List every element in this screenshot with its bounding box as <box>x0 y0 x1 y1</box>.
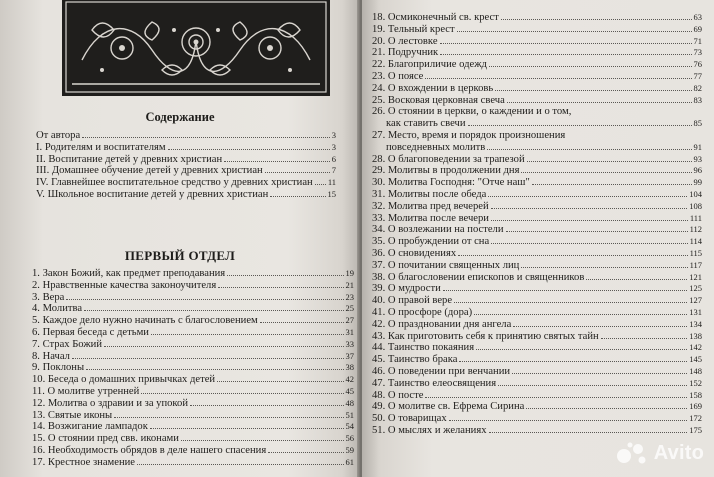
entry-page: 121 <box>689 271 702 282</box>
entry-title: 28. О благоповедении за трапезой <box>372 153 525 165</box>
entry-title: 45. Таинство брака <box>372 354 458 366</box>
leader-dots <box>474 313 687 315</box>
toc-entry <box>36 189 336 201</box>
leader-dots <box>491 242 687 244</box>
entry-title: 5. Каждое дело нужно начинать с благословением <box>32 315 258 327</box>
leader-dots <box>487 148 691 150</box>
leader-dots <box>86 368 343 370</box>
entry-title: От автора <box>36 130 81 141</box>
entry-page: 15 <box>327 188 336 199</box>
entry-title: 44. Таинство покаяния <box>372 342 475 354</box>
entry-page: 42 <box>345 374 354 385</box>
toc-entry <box>372 177 702 189</box>
toc-entry <box>372 12 702 24</box>
entry-page: 117 <box>689 259 702 270</box>
entry-title: 9. Поклоны <box>32 362 85 374</box>
leader-dots <box>190 404 343 406</box>
leader-dots <box>268 451 343 453</box>
entry-page: 21 <box>345 279 354 290</box>
entry-page: 23 <box>345 291 354 302</box>
entry-page: 69 <box>693 23 702 34</box>
leader-dots <box>489 431 688 433</box>
entry-title: 41. О просфоре (дора) <box>372 306 473 318</box>
entry-title: 40. О правой вере <box>372 295 453 307</box>
right-page <box>362 0 714 477</box>
entry-title: 6. Первая беседа с детьми <box>32 326 149 338</box>
leader-dots <box>218 286 343 288</box>
entry-title: 34. О возлежании на постели <box>372 224 504 236</box>
toc-entry <box>36 142 336 154</box>
leader-dots <box>440 42 692 44</box>
leader-dots <box>527 160 692 162</box>
entry-page: 134 <box>689 318 702 329</box>
leader-dots <box>459 360 687 362</box>
entry-title: 48. О посте <box>372 389 424 401</box>
entry-title: 31. Молитвы после обеда <box>372 188 487 200</box>
toc-entry <box>32 351 354 363</box>
entry-page: 37 <box>345 350 354 361</box>
entry-page: 145 <box>689 354 702 365</box>
leader-dots <box>513 325 687 327</box>
toc-entry <box>372 71 702 83</box>
entry-title: 8. Начал <box>32 350 70 362</box>
leader-dots <box>224 160 330 162</box>
entry-title: I. Родителям и воспитателям <box>36 141 166 153</box>
entry-title: IV. Главнейшее воспитательное средство у древних христиан <box>36 177 313 189</box>
entry-title: II. Воспитание детей у древних христиан <box>36 153 223 165</box>
toc-entry <box>372 260 702 272</box>
leader-dots <box>526 407 687 409</box>
leader-dots <box>449 419 688 421</box>
entry-page: 19 <box>345 268 354 278</box>
toc-entry <box>32 327 354 339</box>
leader-dots <box>114 416 343 418</box>
entry-title: 36. О сновидениях <box>372 247 457 259</box>
entry-page: 59 <box>345 444 354 455</box>
toc-entry <box>372 295 702 307</box>
entry-page: 152 <box>689 377 702 388</box>
leader-dots <box>495 89 691 91</box>
entry-page: 76 <box>693 59 702 70</box>
entry-page: 54 <box>345 421 354 432</box>
entry-title: 30. Молитва Господня: "Отче наш" <box>372 177 530 189</box>
entry-page: 104 <box>689 188 702 199</box>
entry-page: 25 <box>345 303 354 314</box>
entry-title: 25. Восковая церковная свеча <box>372 94 505 106</box>
watermark <box>616 441 704 465</box>
leader-dots <box>489 65 692 67</box>
entry-page: 115 <box>689 247 702 258</box>
toc-entry <box>36 154 336 166</box>
entry-page: 131 <box>689 306 702 317</box>
entry-page: 91 <box>693 141 702 152</box>
leader-dots <box>457 30 692 32</box>
entry-title: 11. О молитве утренней <box>32 385 140 397</box>
entry-title: 32. Молитва пред вечерей <box>372 200 489 212</box>
toc-entry <box>32 339 354 351</box>
entry-title: 35. О пробуждении от сна <box>372 236 490 248</box>
entry-page: 99 <box>693 177 702 188</box>
toc-entry <box>372 236 702 248</box>
leader-dots <box>82 136 330 138</box>
entry-title: 49. О молитве св. Ефрема Сирина <box>372 401 525 413</box>
leader-dots <box>506 230 688 232</box>
toc-entry <box>372 413 702 425</box>
toc-entry <box>36 130 336 142</box>
toc-entry <box>32 457 354 469</box>
entry-title: как ставить свечи <box>386 118 466 130</box>
toc-entry <box>32 280 354 292</box>
entry-title: 2. Нравственные качества законоучителя <box>32 279 217 291</box>
leader-dots <box>66 298 343 300</box>
toc-entry <box>372 59 702 71</box>
entry-title: 3. Вера <box>32 291 65 303</box>
leader-dots <box>468 124 692 126</box>
leader-dots <box>141 392 343 394</box>
entry-page: 7 <box>331 165 336 176</box>
entry-title: 46. О поведении при венчании <box>372 365 511 377</box>
toc-entry <box>372 342 702 354</box>
leader-dots <box>498 384 687 386</box>
toc-entry <box>372 201 702 213</box>
entry-page: 127 <box>689 295 702 306</box>
entry-page: 51 <box>345 409 354 420</box>
intro-list <box>36 130 336 201</box>
entry-title: 47. Таинство елеосвящения <box>372 377 497 389</box>
entry-page: 71 <box>693 35 702 46</box>
leader-dots <box>491 219 688 221</box>
entry-title: 13. Святые иконы <box>32 409 113 421</box>
entry-page: 112 <box>689 224 702 235</box>
leader-dots <box>104 345 344 347</box>
entry-page: 56 <box>345 433 354 444</box>
toc-entry <box>372 366 702 378</box>
leader-dots <box>137 463 344 465</box>
toc-title: Содержание <box>145 110 215 124</box>
leader-dots <box>227 274 343 276</box>
leader-dots <box>72 357 344 359</box>
entry-page: 38 <box>345 362 354 373</box>
leader-dots <box>507 101 692 103</box>
entry-title: 17. Крестное знамение <box>32 456 135 468</box>
entry-page: 175 <box>689 424 702 435</box>
toc-entry <box>372 213 702 225</box>
toc-entry-continuation <box>372 118 702 130</box>
entry-page: 114 <box>689 236 702 247</box>
entry-page: 3 <box>331 141 336 152</box>
toc-entry <box>36 165 336 177</box>
section-list <box>32 268 354 469</box>
entry-page: 6 <box>331 153 336 164</box>
entry-title: 43. Как приготовить себя к принятию святых тайн <box>372 330 599 342</box>
toc-entry <box>372 165 702 177</box>
entry-page: 169 <box>689 401 702 412</box>
toc-entry <box>32 410 354 422</box>
leader-dots <box>586 278 687 280</box>
entry-page: 83 <box>693 94 702 105</box>
entry-title: 23. О поясе <box>372 70 424 82</box>
entry-title: 22. Благоприличие одежд <box>372 59 487 71</box>
entry-page: 85 <box>693 118 702 129</box>
entry-page: 125 <box>689 283 702 294</box>
section-list-continued <box>372 12 702 437</box>
toc-entry <box>372 130 702 142</box>
entry-page: 31 <box>345 326 354 337</box>
toc-entry <box>372 224 702 236</box>
toc-entry <box>32 362 354 374</box>
entry-page: 82 <box>693 82 702 93</box>
leader-dots <box>440 53 691 55</box>
toc-entry <box>32 398 354 410</box>
entry-page: 61 <box>345 456 354 467</box>
entry-title: 26. О стоянии в церкви, о каждении и о том, <box>372 106 572 118</box>
leader-dots <box>521 171 691 173</box>
toc-entry <box>372 319 702 331</box>
leader-dots <box>260 321 344 323</box>
entry-title: 33. Молитва после вечери <box>372 212 489 224</box>
leader-dots <box>521 266 687 268</box>
leader-dots <box>501 18 692 20</box>
entry-page: 48 <box>345 397 354 408</box>
entry-title: 18. Осмиконечный св. крест <box>372 12 499 23</box>
toc-entry <box>372 189 702 201</box>
entry-title: 38. О благословении епископов и священников <box>372 271 585 283</box>
ornament-header <box>62 0 330 98</box>
toc-entry <box>36 177 336 189</box>
entry-page: 93 <box>693 153 702 164</box>
toc-entry <box>32 374 354 386</box>
entry-title: III. Домашнее обучение детей у древних христиан <box>36 165 263 177</box>
leader-dots <box>491 207 688 209</box>
entry-title: 50. О товарищах <box>372 413 447 425</box>
entry-title: 4. Молитва <box>32 303 83 315</box>
entry-page: 77 <box>693 70 702 81</box>
toc-entry <box>372 36 702 48</box>
toc-entry <box>32 292 354 304</box>
toc-entry <box>372 95 702 107</box>
avito-logo-icon <box>616 441 650 465</box>
leader-dots <box>425 396 687 398</box>
leader-dots <box>443 289 687 291</box>
entry-page: 45 <box>345 385 354 396</box>
entry-title: 27. Место, время и порядок произношения <box>372 129 566 141</box>
entry-title: 29. Молитвы в продолжении дня <box>372 165 520 177</box>
toc-entry <box>372 47 702 59</box>
entry-title: 1. Закон Божий, как предмет преподавания <box>32 268 226 279</box>
entry-title: 37. О почитании священных лиц <box>372 259 520 271</box>
entry-title: 14. Возжигание лампадок <box>32 421 148 433</box>
entry-title: 20. О лестовке <box>372 35 438 47</box>
toc-entry <box>32 268 354 280</box>
toc-entry <box>372 106 702 118</box>
toc-entry-continuation <box>372 142 702 154</box>
leader-dots <box>181 439 344 441</box>
entry-page: 158 <box>689 389 702 400</box>
entry-page: 27 <box>345 315 354 326</box>
toc-entry <box>372 248 702 260</box>
entry-title: 21. Подручник <box>372 47 439 59</box>
section-title: ПЕРВЫЙ ОТДЕЛ <box>124 248 236 263</box>
leader-dots <box>601 337 688 339</box>
entry-title: 7. Страх Божий <box>32 338 102 350</box>
toc-entry <box>372 83 702 95</box>
leader-dots <box>270 195 325 197</box>
entry-page: 73 <box>693 47 702 58</box>
entry-page: 96 <box>693 165 702 176</box>
entry-title: 51. О мыслях и желаниях <box>372 424 487 436</box>
toc-entry <box>32 303 354 315</box>
entry-page: 172 <box>689 413 702 424</box>
toc-entry <box>32 433 354 445</box>
entry-title: 24. О вхождении в церковь <box>372 82 494 94</box>
leader-dots <box>150 427 344 429</box>
toc-entry <box>32 445 354 457</box>
toc-entry <box>32 315 354 327</box>
toc-entry <box>372 154 702 166</box>
toc-entry <box>32 421 354 433</box>
entry-page: 33 <box>345 338 354 349</box>
leader-dots <box>151 333 344 335</box>
toc-entry <box>32 386 354 398</box>
entry-title: 12. Молитва о здравии и за упокой <box>32 397 189 409</box>
entry-title: 10. Беседа о домашних привычках детей <box>32 374 216 386</box>
toc-entry <box>372 401 702 413</box>
leader-dots <box>532 183 692 185</box>
leader-dots <box>265 171 330 173</box>
entry-title: 16. Необходимость обрядов в деле нашего спасения <box>32 444 267 456</box>
toc-entry <box>372 24 702 36</box>
entry-page: 138 <box>689 330 702 341</box>
leader-dots <box>488 195 687 197</box>
entry-page: 111 <box>689 212 702 223</box>
entry-title: 15. О стоянии пред свв. иконами <box>32 433 179 445</box>
toc-entry <box>372 390 702 402</box>
entry-page: 63 <box>693 12 702 22</box>
entry-page: 11 <box>327 177 336 188</box>
watermark-text: Avito <box>653 441 704 464</box>
entry-title: 42. О праздновании дня ангела <box>372 318 512 330</box>
leader-dots <box>458 254 687 256</box>
entry-page: 142 <box>689 342 702 353</box>
leader-dots <box>168 148 330 150</box>
entry-page: 108 <box>689 200 702 211</box>
leader-dots <box>84 309 343 311</box>
toc-entry <box>372 354 702 366</box>
leader-dots <box>476 348 687 350</box>
leader-dots <box>315 183 326 185</box>
entry-page: 148 <box>689 365 702 376</box>
entry-title: V. Школьное воспитание детей у древних христиан <box>36 188 269 200</box>
entry-page: 3 <box>331 130 336 140</box>
entry-title: 39. О мудрости <box>372 283 441 295</box>
leader-dots <box>425 77 691 79</box>
entry-title: повседневных молитв <box>386 141 486 153</box>
toc-entry <box>372 331 702 343</box>
leader-dots <box>512 372 687 374</box>
entry-title: 19. Тельный крест <box>372 23 455 35</box>
toc-entry <box>372 272 702 284</box>
leader-dots <box>454 301 687 303</box>
toc-entry <box>372 307 702 319</box>
leader-dots <box>217 380 343 382</box>
toc-entry <box>372 378 702 390</box>
toc-entry <box>372 283 702 295</box>
toc-entry <box>372 425 702 437</box>
